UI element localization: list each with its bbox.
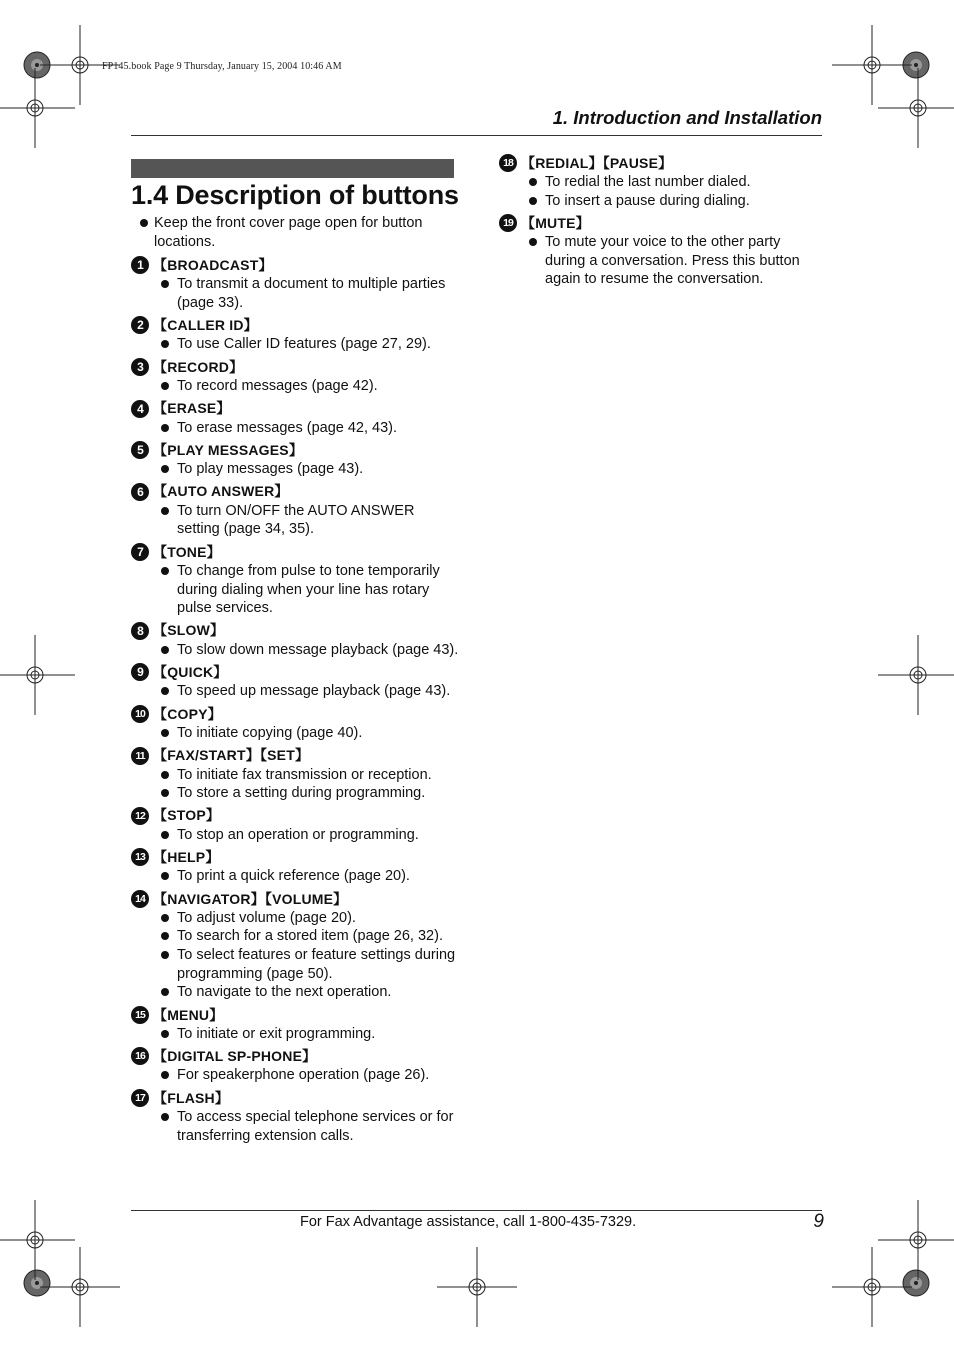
button-key-label: 【RECORD】 [153,358,244,375]
button-description [164,1108,461,1145]
button-entry-header [131,255,461,275]
button-description-text: To insert a pause during dialing. [545,192,750,209]
button-description [164,946,461,983]
button-description-text: To stop an operation or programming. [177,826,419,843]
button-entry [131,357,461,396]
circled-number-icon: 16 [131,1047,149,1065]
bullet-icon [161,1030,169,1038]
button-entry [131,889,461,1002]
button-description [164,983,461,1002]
button-description-text: To record messages (page 42). [177,377,378,394]
bullet-icon [161,465,169,473]
button-entry [131,315,461,354]
bullet-icon [161,507,169,515]
section-note [131,214,461,251]
button-entry-header [131,1005,461,1025]
button-entry [131,746,461,803]
bullet-icon [161,280,169,288]
page-number: 9 [813,1211,824,1232]
circled-number-icon: 2 [131,316,149,334]
button-entry-header [131,746,461,766]
button-description-text: To redial the last number dialed. [545,174,751,190]
button-key-label: 【COPY】 [153,705,222,722]
button-description-text: To speed up message playback (page 43). [177,683,451,700]
button-entry [499,153,824,210]
button-entry [131,542,461,618]
button-key-label: 【ERASE】 [153,400,231,417]
button-description-text: To initiate copying (page 40). [177,724,363,741]
bullet-icon [161,1071,169,1079]
circled-number-icon: 4 [131,400,149,418]
button-entry-header [131,315,461,335]
button-description [164,1066,461,1085]
button-entry [131,440,461,479]
button-description [164,641,461,660]
footer-rule [131,1210,822,1211]
button-key-label: 【REDIAL】【PAUSE】 [521,154,673,171]
button-entry [131,1005,461,1044]
button-entry [131,662,461,701]
bullet-icon [161,340,169,348]
bullet-icon [161,831,169,839]
button-entry [131,482,461,539]
button-description [164,335,461,354]
button-entry [131,806,461,845]
button-description-text: To select features or feature settings during programming (page 50). [177,947,456,982]
button-description [532,192,824,211]
circled-number-icon: 8 [131,622,149,640]
button-key-label: 【HELP】 [153,848,220,865]
button-description-text: To play messages (page 43). [177,461,364,478]
bullet-icon [161,771,169,779]
button-description-text: To access special telephone services or for transferring extension calls. [177,1109,454,1144]
button-entry-header [131,399,461,419]
button-key-label: 【STOP】 [153,807,221,824]
button-list-right [499,153,824,289]
button-description [164,784,461,803]
button-description [164,502,461,539]
button-description-text: To print a quick reference (page 20). [177,868,410,885]
button-key-label: 【QUICK】 [153,664,228,681]
button-description [164,1025,461,1044]
footer-text: For Fax Advantage assistance, call 1-800-435-7329. [300,1214,637,1230]
circled-number-icon: 10 [131,705,149,723]
right-column [499,153,824,292]
button-entry [131,1088,461,1145]
button-entry-header [131,440,461,460]
bullet-icon [161,567,169,575]
bullet-icon [529,178,537,186]
button-description-text: To mute your voice to the other party during a conversation. Press this button again to resume the conversation. [545,234,800,288]
circled-number-icon: 5 [131,441,149,459]
button-description-text: To transmit a document to multiple parties (page 33). [177,276,446,311]
button-entry-header [131,542,461,562]
button-description-text: To erase messages (page 42, 43). [177,419,398,436]
bullet-icon [161,789,169,797]
bullet-icon [161,951,169,959]
button-description-text: To adjust volume (page 20). [177,909,356,926]
button-description-text: To store a setting during programming. [177,785,426,802]
button-description [532,173,824,192]
button-description [532,233,824,289]
button-description [164,682,461,701]
button-list-left [131,255,461,1145]
button-description-text: To slow down message playback (page 43). [177,641,459,658]
button-key-label: 【PLAY MESSAGES】 [153,441,304,458]
section-note-text: Keep the front cover page open for button locations. [154,215,423,250]
button-description-text: To change from pulse to tone temporarily during dialing when your line has rotary pulse services. [177,562,440,617]
button-key-label: 【CALLER ID】 [153,317,258,334]
button-description-text: To search for a stored item (page 26, 32). [177,928,443,945]
button-key-label: 【SLOW】 [153,622,225,639]
button-description-text: To use Caller ID features (page 27, 29). [177,336,431,353]
button-key-label: 【FLASH】 [153,1089,230,1106]
button-description [164,867,461,886]
circled-number-icon: 19 [499,214,517,232]
button-entry-header [131,482,461,502]
button-description-text: To turn ON/OFF the AUTO ANSWER setting (page 34, 35). [177,502,415,538]
circled-number-icon: 1 [131,256,149,274]
circled-number-icon: 12 [131,807,149,825]
bullet-icon [140,219,148,227]
button-description [164,826,461,845]
button-key-label: 【MENU】 [153,1006,224,1023]
button-entry [131,621,461,660]
bullet-icon [161,646,169,654]
button-description [164,275,461,312]
bullet-icon [161,424,169,432]
left-column [131,214,461,1148]
button-entry [499,213,824,289]
button-entry-header [131,1088,461,1108]
chapter-title: 1. Introduction and Installation [552,107,822,128]
button-entry [131,1046,461,1085]
button-description-text: To initiate fax transmission or reception. [177,766,432,783]
button-entry-header [131,1046,461,1066]
bullet-icon [161,872,169,880]
bullet-icon [161,932,169,940]
button-entry-header [131,357,461,377]
button-key-label: 【MUTE】 [521,214,590,231]
circled-number-icon: 11 [131,747,149,765]
bullet-icon [161,1113,169,1121]
circled-number-icon: 7 [131,543,149,561]
button-description-text: To initiate or exit programming. [177,1025,376,1042]
button-entry-header [131,662,461,682]
button-entry-header [499,213,824,233]
button-description [164,909,461,928]
print-info: FP145.book Page 9 Thursday, January 15, 2004 10:46 AM [102,61,342,72]
button-description [164,927,461,946]
circled-number-icon: 6 [131,483,149,501]
bullet-icon [161,687,169,695]
bullet-icon [529,238,537,246]
button-entry [131,255,461,312]
button-entry-header [131,704,461,724]
button-description-text: For speakerphone operation (page 26). [177,1067,430,1084]
bullet-icon [161,988,169,996]
button-key-label: 【AUTO ANSWER】 [153,483,289,500]
button-entry-header [131,621,461,641]
circled-number-icon: 13 [131,848,149,866]
button-entry [131,399,461,438]
circled-number-icon: 3 [131,358,149,376]
button-entry-header [131,806,461,826]
section-bar [131,159,454,178]
button-key-label: 【DIGITAL SP-PHONE】 [153,1048,317,1065]
button-entry [131,704,461,743]
button-description [164,724,461,743]
circled-number-icon: 14 [131,890,149,908]
circled-number-icon: 15 [131,1006,149,1024]
button-key-label: 【NAVIGATOR】【VOLUME】 [153,890,348,907]
button-description-text: To navigate to the next operation. [177,984,392,1001]
bullet-icon [161,914,169,922]
circled-number-icon: 9 [131,663,149,681]
bullet-icon [161,382,169,390]
button-description [164,419,461,438]
button-description [164,766,461,785]
header-rule [131,135,822,136]
bullet-icon [161,729,169,737]
button-description [164,562,461,618]
button-entry-header [131,847,461,867]
button-key-label: 【BROADCAST】 [153,256,273,273]
button-entry [131,847,461,886]
button-description [164,377,461,396]
button-entry-header [131,889,461,909]
circled-number-icon: 17 [131,1089,149,1107]
button-entry-header [499,153,824,173]
button-key-label: 【TONE】 [153,543,221,560]
button-description [164,460,461,479]
button-key-label: 【FAX/START】【SET】 [153,747,310,764]
section-title: 1.4 Description of buttons [131,180,459,210]
circled-number-icon: 18 [499,154,517,172]
bullet-icon [529,197,537,205]
